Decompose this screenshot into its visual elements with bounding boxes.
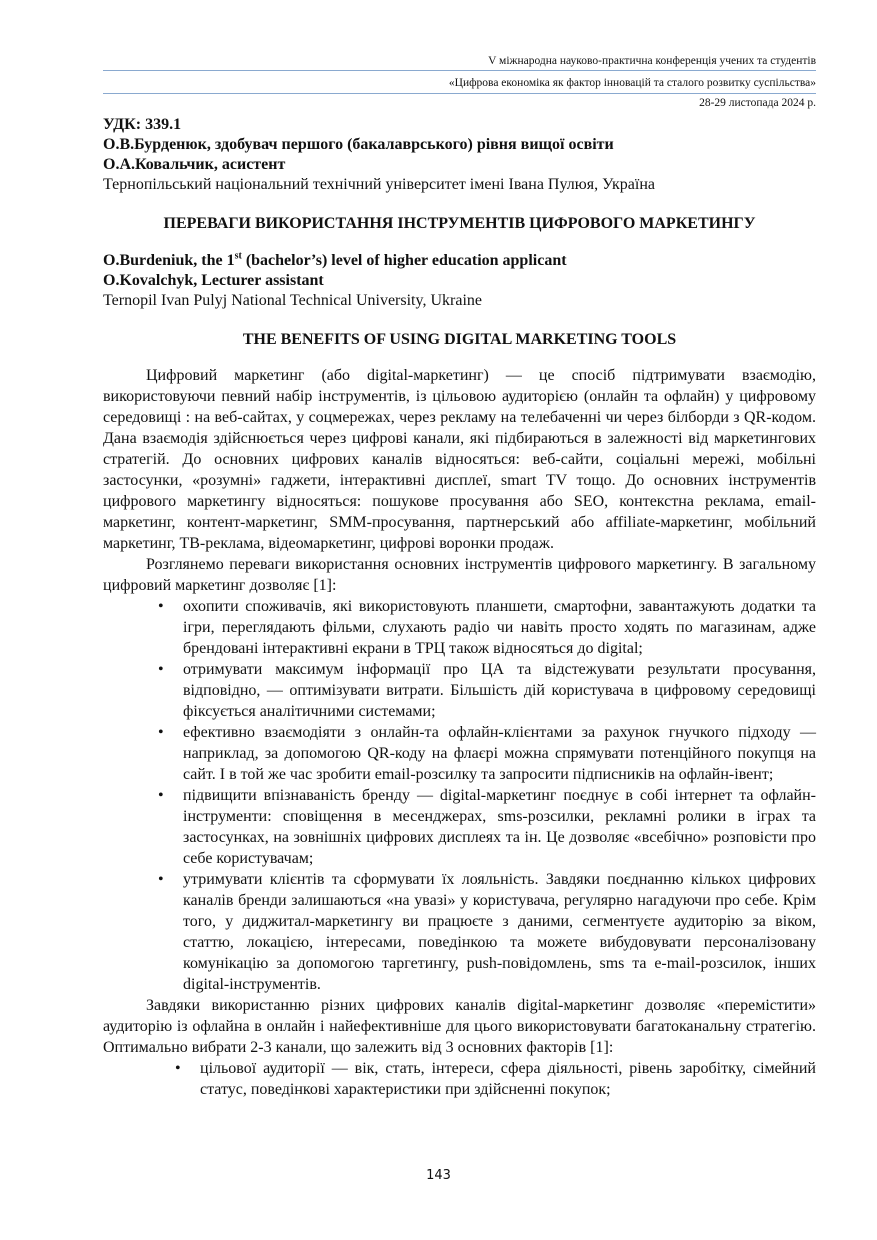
list-item [158,596,816,659]
bullet-icon: • [158,598,164,615]
author-en-1 [103,251,816,271]
conference-date: 28-29 листопада 2024 р. [699,97,816,109]
bullet-icon: • [158,661,164,678]
paragraph-1: Цифровий маркетинг (або digital-маркетинг) — це спосіб підтримувати взаємодію, використовуючи певний набір інструментів, із цільовою аудиторією (онлайн та офлайн) у цифровому середовищі : на веб-сайтах, у соцмережах, через рекламу на телебаченні чи через білборди з QR-кодом. Дана взаємодія здійснюється через цифрові канали, які підбираються в залежності від маркетингових стратегій. До основних цифрових каналів відносяться: веб-сайти, соціальні мережі, мобільні застосунки, «розумні» гаджети, інтерактивні дисплеї, smart TV тощо. До основних інструментів цифрового маркетингу відносяться: пошукове просування або SEO, контекстна реклама, email-маркетинг, контент-маркетинг, SMM-просування, партнерський або affiliate-маркетинг, мобільний маркетинг, ТВ-реклама, відеомаркетинг, цифрові воронки продаж. [103,367,816,552]
bullet-icon: • [158,787,164,804]
paragraph-3: Завдяки використанню різних цифрових каналів digital-маркетинг дозволяє «перемістити» аудиторію із офлайна в онлайн і найефективніше для цього використовувати багатоканальну стратегію. Оптимально вибрати 2-3 канали, що залежить від 3 основних факторів [1]: [103,997,816,1056]
author-en-1-sup: st [234,250,242,262]
header-divider [103,70,816,71]
bullet-icon: • [175,1060,181,1077]
list-item-text: утримувати клієнтів та сформувати їх лояльність. Завдяки поєднанню кількох цифрових каналів бренди залишаються «на увазі» у користувача, регулярно нагадуючи про себе. Крім того, у диджитал-маркетингу ви працюєте з даними, сегментуєте аудиторію за віком, статтю, локацією, інтересами, поведінкою та можете вибудовувати персоналізовану комунікацію за допомогою таргетингу, push-повідомлень, sms та e-mail-розсилок, інших digital-інструментів. [183,871,816,993]
author-ua-2: О.А.Ковальчик, асистент [103,156,286,173]
list-item [175,1058,816,1100]
header-divider [103,93,816,94]
author-en-2: O.Kovalchyk, Lecturer assistant [103,272,324,289]
article-title-en: THE BENEFITS OF USING DIGITAL MARKETING TOOLS [242,331,677,348]
list-item [158,659,816,722]
article-body [103,115,816,1100]
bullet-icon: • [158,724,164,741]
list-item [158,722,816,785]
list-item-text: охопити споживачів, які використовують планшети, смартофни, завантажують додатки та ігри, переглядають фільми, слухають радіо чи навіть просто ходять по магазинам, адже брендовані інтерактивні екрани в ТРЦ також відносяться до digital; [183,598,816,657]
author-en-1-rest: (bachelor’s) level of higher education applicant [241,252,567,269]
paragraph-2: Розглянемо переваги використання основних інструментів цифрового маркетингу. В загальному цифровий маркетинг дозволяє [1]: [103,556,816,594]
benefits-list [103,596,816,995]
affiliation-en: Ternopil Ivan Pulyj National Technical University, Ukraine [103,292,482,309]
list-item-text: підвищити впізнаваність бренду — digital-маркетинг поєднує в собі інтернет та офлайн-інструменти: сповіщення в месенджерах, sms-розсилки, рекламні ролики в іграх та застосунках, на зовнішніх цифрових дисплеях та ін. Це дозволяє «всебічно» розповісти про себе користувачам; [183,787,816,867]
conference-header: V міжнародна науково-практична конференція учених та студентів [488,55,816,67]
author-ua-1: О.В.Бурденюк, здобувач першого (бакалаврського) рівня вищої освіти [103,136,614,153]
bullet-icon: • [158,871,164,888]
udk-code: УДК: 339.1 [103,116,182,133]
author-en-1-name: O.Burdeniuk, the 1 [103,252,235,269]
article-title-ua: ПЕРЕВАГИ ВИКОРИСТАННЯ ІНСТРУМЕНТІВ ЦИФРОВОГО МАРКЕТИНГУ [163,215,756,232]
list-item [158,785,816,869]
affiliation-ua: Тернопільський національний технічний університет імені Івана Пулюя, Україна [103,176,655,193]
list-item [158,869,816,995]
page-number: 143 [426,1168,451,1183]
list-item-text: ефективно взаємодіяти з онлайн-та офлайн-клієнтами за рахунок гнучкого підходу — наприклад, за допомогою QR-коду на флаєрі можна спрямувати потенційного покупця на сайт. І в той же час зробити email-розсилку та запросити підписників на офлайн-івент; [183,724,816,783]
list-item-text: отримувати максимум інформації про ЦА та відстежувати результати просування, відповідно, — оптимізувати витрати. Більшість дій користувача в цифровому середовищі фіксується аналітичними системами; [183,661,816,720]
conference-theme: «Цифрова економіка як фактор інновацій та сталого розвитку суспільства» [448,77,816,89]
list-item-text: цільової аудиторії — вік, стать, інтереси, сфера діяльності, рівень заробітку, сімейний статус, поведінкові характеристики при здійсненні покупок; [200,1060,816,1098]
factors-list [103,1058,816,1100]
